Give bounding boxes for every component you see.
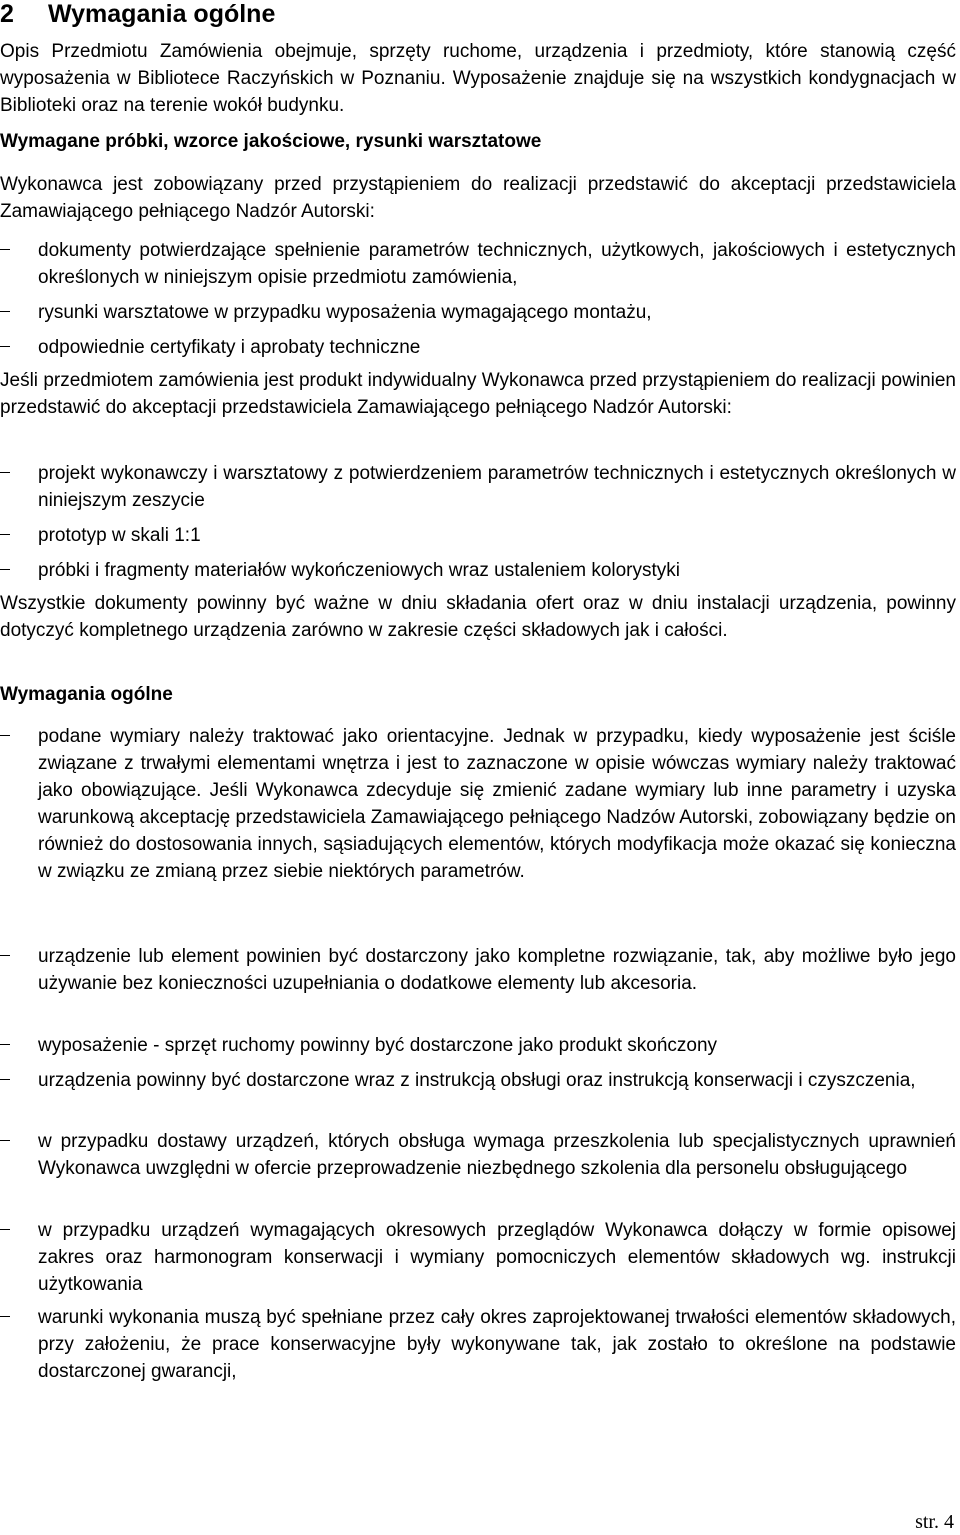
list-item-text: odpowiednie certyfikaty i aprobaty techniczne: [38, 337, 421, 358]
dash-bullet-icon: [0, 1140, 10, 1141]
samples-closing-paragraph: Wszystkie dokumenty powinny być ważne w dniu składania ofert oraz w dniu instalacji urządzenia, powinny dotyczyć kompletnego urządzenia zarówno w zakresie części składowych jak i całości.: [0, 593, 956, 641]
dash-bullet-icon: [0, 472, 10, 473]
dash-bullet-icon: [0, 1079, 10, 1080]
general-subheading: Wymagania ogólne: [0, 684, 173, 705]
dash-bullet-icon: [0, 534, 10, 535]
dash-bullet-icon: [0, 735, 10, 736]
list-item-text: urządzenia powinny być dostarczone wraz z instrukcją obsługi oraz instrukcją konserwacji i czyszczenia,: [38, 1070, 916, 1091]
page-number: str. 4: [915, 1511, 954, 1533]
samples-lead-paragraph: Wykonawca jest zobowiązany przed przystąpieniem do realizacji przedstawić do akceptacji przedstawiciela Zamawiającego pełniącego Nadzór Autorski:: [0, 174, 956, 222]
list-item-text: prototyp w skali 1:1: [38, 525, 201, 546]
samples-lead2-paragraph: Jeśli przedmiotem zamówienia jest produkt indywidualny Wykonawca przed przystąpieniem do realizacji powinien przedstawić do akceptacji przedstawiciela Zamawiającego pełniącego Nadzór Autorski:: [0, 370, 956, 418]
list-item-text: dokumenty potwierdzające spełnienie parametrów technicznych, użytkowych, jakościowych i estetycznych określonych w niniejszym opisie przedmiotu zamówienia,: [38, 240, 956, 288]
intro-paragraph: Opis Przedmiotu Zamówienia obejmuje, sprzęty ruchome, urządzenia i przedmioty, które stanowią część wyposażenia w Bibliotece Raczyńskich w Poznaniu. Wyposażenie znajduje się na wszystkich kondygnacjach w Biblioteki oraz na terenie wokół budynku.: [0, 41, 956, 116]
list-item-text: próbki i fragmenty materiałów wykończeniowych wraz ustaleniem kolorystyki: [38, 560, 681, 581]
dash-bullet-icon: [0, 955, 10, 956]
list-item-text: podane wymiary należy traktować jako orientacyjne. Jednak w przypadku, kiedy wyposażenie jest ściśle związane z trwałymi elementami wnętrza i jest to zaznaczone w opisie wówczas wymiary należy traktować jako obowiązujące. Jeśli Wykonawca zdecyduje się zmienić zadane wymiary lub inne parametry i uzyska warunkową akceptację przedstawiciela Zamawiającego pełniącego Nadzów Autorski, zobowiązany będzie on również do dostosowania innych, sąsiadujących elementów, których modyfikacja może okazać się konieczna w związku ze zmianą przez siebie niektórych parametrów.: [38, 726, 956, 882]
list-item-text: urządzenie lub element powinien być dostarczony jako kompletne rozwiązanie, tak, aby możliwe było jego używanie bez konieczności uzupełniania o dodatkowe elementy lub akcesoria.: [38, 946, 956, 994]
samples-subheading: Wymagane próbki, wzorce jakościowe, rysunki warsztatowe: [0, 131, 542, 152]
dash-bullet-icon: [0, 1316, 10, 1317]
list-item-text: rysunki warsztatowe w przypadku wyposażenia wymagającego montażu,: [38, 302, 652, 323]
dash-bullet-icon: [0, 311, 10, 312]
dash-bullet-icon: [0, 249, 10, 250]
dash-bullet-icon: [0, 1229, 10, 1230]
section-heading: [0, 0, 275, 30]
list-item-text: wyposażenie - sprzęt ruchomy powinny być dostarczone jako produkt skończony: [38, 1035, 718, 1056]
list-item-text: projekt wykonawczy i warsztatowy z potwierdzeniem parametrów technicznych i estetycznych określonych w niniejszym zeszycie: [38, 463, 956, 511]
list-item-text: w przypadku dostawy urządzeń, których obsługa wymaga przeszkolenia lub specjalistycznych uprawnień Wykonawca uwzględni w ofercie przeprowadzenie niezbędnego szkolenia dla personelu obsługującego: [38, 1131, 956, 1179]
dash-bullet-icon: [0, 346, 10, 347]
list-item-text: w przypadku urządzeń wymagających okresowych przeglądów Wykonawca dołączy w formie opisowej zakres oraz harmonogram konserwacji i wymiany pomocniczych elementów składowych wg. instrukcji użytkowania: [38, 1220, 956, 1295]
dash-bullet-icon: [0, 1044, 10, 1045]
dash-bullet-icon: [0, 569, 10, 570]
section-title: Wymagania ogólne: [48, 0, 276, 28]
section-number: 2: [0, 0, 14, 28]
list-item-text: warunki wykonania muszą być spełniane przez cały okres zaprojektowanej trwałości elementów składowych, przy założeniu, że prace konserwacyjne były wykonywane tak, jak zostało to określone na podstawie dostarczonej gwarancji,: [38, 1307, 956, 1382]
